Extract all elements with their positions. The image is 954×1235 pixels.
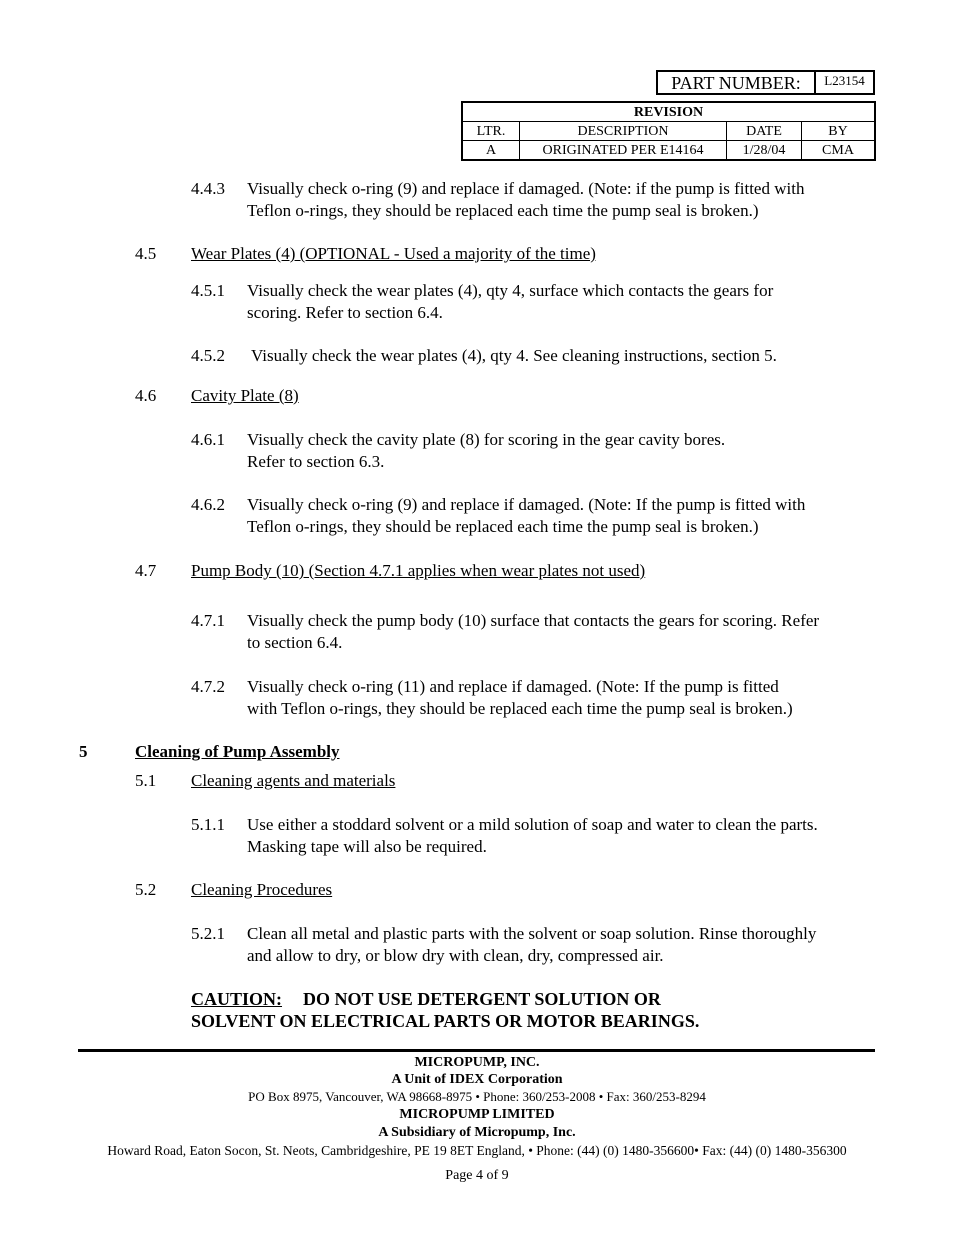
section-number-4-7: 4.7 xyxy=(135,561,157,580)
footer-company: MICROPUMP, INC. xyxy=(414,1055,540,1070)
section-number-4-5-2: 4.5.2 xyxy=(191,346,225,365)
footer-divider xyxy=(78,1049,875,1052)
section-4-7-1-text-line: to section 6.4. xyxy=(247,633,343,652)
revision-col-ltr: LTR. xyxy=(462,122,520,141)
section-number-5: 5 xyxy=(79,742,88,761)
section-4-7-heading: Pump Body (10) (Section 4.7.1 applies when wear plates not used) xyxy=(191,561,646,580)
revision-table xyxy=(461,101,876,161)
section-4-4-3-text-line: Teflon o-rings, they should be replaced each time the pump seal is broken.) xyxy=(247,201,759,220)
section-number-5-2: 5.2 xyxy=(135,880,157,899)
section-4-6-1-text-line: Visually check the cavity plate (8) for scoring in the gear cavity bores. xyxy=(247,430,726,449)
caution-text-line: SOLVENT ON ELECTRICAL PARTS OR MOTOR BEARINGS. xyxy=(191,1011,700,1031)
revision-cell: 1/28/04 xyxy=(727,141,802,161)
section-5-2-1-text-line: and allow to dry, or blow dry with clean, dry, compressed air. xyxy=(247,946,664,965)
section-number-5-1-1: 5.1.1 xyxy=(191,815,225,834)
footer-us-address: PO Box 8975, Vancouver, WA 98668-8975 • Phone: 360/253-2008 • Fax: 360/253-8294 xyxy=(248,1089,706,1104)
section-number-4-7-2: 4.7.2 xyxy=(191,677,225,696)
section-5-1-1-text-line: Masking tape will also be required. xyxy=(247,837,487,856)
section-number-4-5-1: 4.5.1 xyxy=(191,281,225,300)
section-4-5-1-text-line: scoring. Refer to section 6.4. xyxy=(247,303,443,322)
footer-subsidiary: A Subsidiary of Micropump, Inc. xyxy=(378,1125,576,1140)
section-4-5-2-text-line: Visually check the wear plates (4), qty 4. See cleaning instructions, section 5. xyxy=(251,346,777,365)
revision-row xyxy=(462,141,875,161)
part-number-box xyxy=(656,70,875,95)
section-5-2-1-text-line: Clean all metal and plastic parts with the solvent or soap solution. Rinse thoroughly xyxy=(247,924,817,943)
section-5-2-heading: Cleaning Procedures xyxy=(191,880,333,899)
section-4-7-1-text-line: Visually check the pump body (10) surface that contacts the gears for scoring. Refer xyxy=(247,611,820,630)
footer-unit-of: A Unit of IDEX Corporation xyxy=(391,1072,563,1087)
section-number-5-1: 5.1 xyxy=(135,771,157,790)
section-number-4-7-1: 4.7.1 xyxy=(191,611,225,630)
section-number-4-6-2: 4.6.2 xyxy=(191,495,225,514)
footer-limited: MICROPUMP LIMITED xyxy=(399,1107,555,1122)
revision-cell: ORIGINATED PER E14164 xyxy=(520,141,727,161)
revision-cell: CMA xyxy=(802,141,876,161)
revision-col-date: DATE xyxy=(727,122,802,141)
section-4-5-1-text-line: Visually check the wear plates (4), qty 4, surface which contacts the gears for xyxy=(247,281,774,300)
section-5-1-heading: Cleaning agents and materials xyxy=(191,771,396,790)
revision-cell: A xyxy=(462,141,520,161)
footer-uk-address: Howard Road, Eaton Socon, St. Neots, Cambridgeshire, PE 19 8ET England, • Phone: (44) (0) 1480-356600• Fax: (44) (0) 1480-356300 xyxy=(107,1143,847,1158)
section-4-4-3-text-line: Visually check o-ring (9) and replace if damaged. (Note: if the pump is fitted with xyxy=(247,179,805,198)
section-number-4-6-1: 4.6.1 xyxy=(191,430,225,449)
section-4-6-heading: Cavity Plate (8) xyxy=(191,386,299,405)
revision-col-description: DESCRIPTION xyxy=(520,122,727,141)
part-number-label: PART NUMBER: xyxy=(658,72,816,93)
section-number-4-5: 4.5 xyxy=(135,244,157,263)
caution-label-text: CAUTION: xyxy=(191,989,283,1009)
section-4-7-2-text-line: Visually check o-ring (11) and replace if damaged. (Note: If the pump is fitted xyxy=(247,677,779,696)
caution-text-line: DO NOT USE DETERGENT SOLUTION OR xyxy=(303,989,661,1009)
revision-header-row xyxy=(462,122,875,141)
section-4-7-2-text-line: with Teflon o-rings, they should be replaced each time the pump seal is broken.) xyxy=(247,699,793,718)
section-5-1-1-text-line: Use either a stoddard solvent or a mild solution of soap and water to clean the parts. xyxy=(247,815,818,834)
section-number-4-4-3: 4.4.3 xyxy=(191,179,225,198)
section-number-5-2-1: 5.2.1 xyxy=(191,924,225,943)
caution-label xyxy=(191,988,282,1010)
part-number-value: L23154 xyxy=(824,73,865,88)
section-4-6-2-text-line: Visually check o-ring (9) and replace if damaged. (Note: If the pump is fitted with xyxy=(247,495,806,514)
page-number: Page 4 of 9 xyxy=(445,1168,509,1183)
section-4-6-1-text-line: Refer to section 6.3. xyxy=(247,452,385,471)
revision-col-by: BY xyxy=(802,122,876,141)
section-5-heading: Cleaning of Pump Assembly xyxy=(135,742,340,761)
section-4-6-2-text-line: Teflon o-rings, they should be replaced each time the pump seal is broken.) xyxy=(247,517,759,536)
section-4-5-heading: Wear Plates (4) (OPTIONAL - Used a majority of the time) xyxy=(191,244,596,263)
section-number-4-6: 4.6 xyxy=(135,386,157,405)
revision-title: REVISION xyxy=(462,102,875,122)
